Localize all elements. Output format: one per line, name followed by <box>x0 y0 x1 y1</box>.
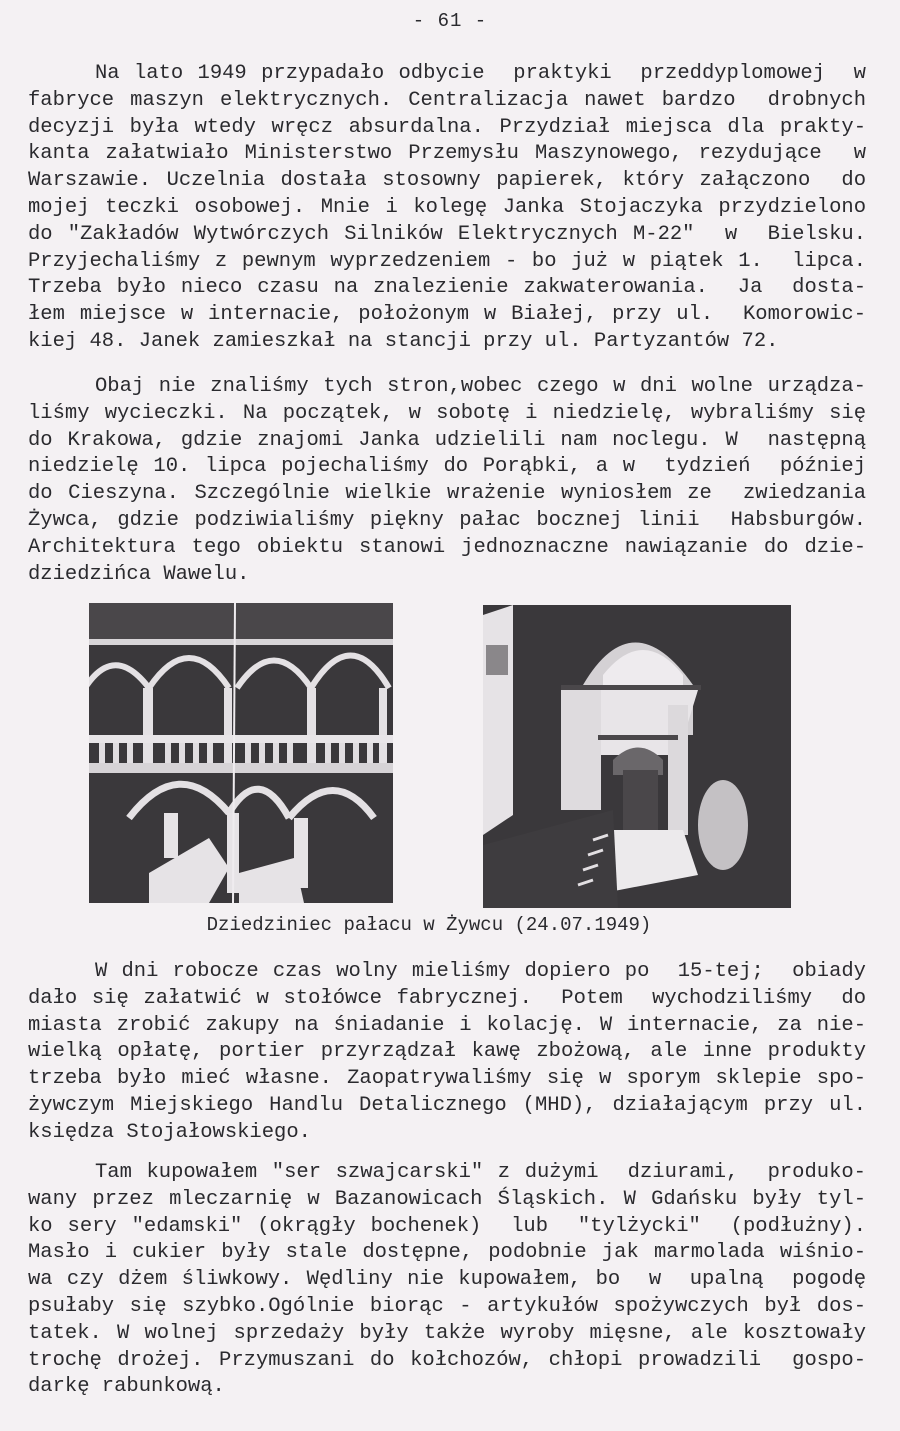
paragraph-1 <box>28 61 866 356</box>
paragraph-4 <box>28 1160 866 1401</box>
text-line: trochę drożej. Przymuszani do kołchozów, chłopi prowadzili gospo- <box>28 1348 866 1372</box>
text-line: żywczym Miejskiego Handlu Detalicznego (MHD), działającym przy ul. <box>28 1093 866 1117</box>
paragraph-3 <box>28 959 866 1147</box>
text-line: Tam kupowałem "ser szwajcarski" z dużymi dziurami, produko- <box>95 1161 866 1184</box>
arcade-gallery-image <box>483 605 791 908</box>
figure-caption: Dziedziniec pałacu w Żywcu (24.07.1949) <box>206 914 652 936</box>
text-line: Na lato 1949 przypadało odbycie praktyki przeddyplomowej w <box>95 62 866 85</box>
text-line: ko sery "edamski" (okrągły bochenek) lub "tylżycki" (podłużny). <box>28 1214 866 1238</box>
text-line: W dni robocze czas wolny mieliśmy dopiero po 15-tej; obiady <box>95 960 866 983</box>
arcade-gallery-photo <box>483 605 791 908</box>
text-line: decyzji była wtedy wręcz absurdalna. Przydział miejsca dla prakty- <box>28 115 866 139</box>
text-line: Masło i cukier były stale dostępne, podobnie jak marmolada wiśnio- <box>28 1241 866 1265</box>
text-line: księdza Stojałowskiego. <box>28 1120 311 1144</box>
text-line: niedzielę 10. lipca pojechaliśmy do Porąbki, a w tydzień później <box>28 455 866 479</box>
text-line: trzeba było mieć własne. Zaopatrywaliśmy się w sporym sklepie spo- <box>28 1067 866 1091</box>
text-line: do Krakowa, gdzie znajomi Janka udzielili nam noclegu. W następną <box>28 428 866 452</box>
text-line: dało się załatwić w stołówce fabrycznej. Potem wychodziliśmy do <box>28 986 866 1010</box>
text-line: Trzeba było nieco czasu na znalezienie zakwaterowania. Ja dosta- <box>28 276 866 300</box>
page-number: - 61 - <box>412 10 488 32</box>
text-line: wa czy dżem śliwkowy. Wędliny nie kupowałem, bo w upalną pogodę <box>28 1268 866 1292</box>
courtyard-arcades-photo <box>89 603 393 903</box>
text-line: mojej teczki osobowej. Mnie i kolegę Janka Stojaczyka przydzielono <box>28 195 866 219</box>
text-line: Warszawie. Uczelnia dostała stosowny papierek, który załączono do <box>28 169 866 193</box>
text-line: liśmy wycieczki. Na początek, w sobotę i niedzielę, wybraliśmy się <box>28 401 866 425</box>
text-line: tatek. W wolnej sprzedaży były także wyroby mięsne, ale kosztowały <box>28 1321 866 1345</box>
text-line: darkę rabunkową. <box>28 1375 225 1399</box>
text-line: Żywca, gdzie podziwialiśmy piękny pałac bocznej linii Habsburgów. <box>28 508 866 532</box>
text-line: łem miejsce w internacie, położonym w Białej, przy ul. Komorowic- <box>28 303 866 327</box>
text-line: miasta zrobić zakupy na śniadanie i kolację. W internacie, za nie- <box>28 1013 866 1037</box>
text-line: Obaj nie znaliśmy tych stron,wobec czego w dni wolne urządza- <box>95 375 866 398</box>
text-line: do Cieszyna. Szczególnie wielkie wrażenie wyniosłem ze zwiedzania <box>28 482 866 506</box>
text-line: fabryce maszyn elektrycznych. Centralizacja nawet bardzo drobnych <box>28 88 866 112</box>
text-line: do "Zakładów Wytwórczych Silników Elektrycznych M-22" w Bielsku. <box>28 222 866 246</box>
text-line: Przyjechaliśmy z pewnym wyprzedzeniem - bo już w piątek 1. lipca. <box>28 249 866 273</box>
text-line: wany przez mleczarnię w Bazanowicach Śląskich. W Gdańsku były tyl- <box>28 1187 866 1211</box>
paragraph-2 <box>28 374 866 588</box>
text-line: kiej 48. Janek zamieszkał na stancji przy ul. Partyzantów 72. <box>28 329 779 353</box>
text-line: Architektura tego obiektu stanowi jednoznaczne nawiązanie do dzie- <box>28 535 866 559</box>
text-line: wielką opłatę, portier przyrządzał kawę zbożową, ale inne produkty <box>28 1040 866 1064</box>
text-line: psułaby się szybko.Ogólnie biorąc - artykułów spożywczych był dos- <box>28 1294 866 1318</box>
text-line: kanta załatwiało Ministerstwo Przemysłu Maszynowego, rezydujące w <box>28 142 866 166</box>
text-line: dziedzińca Wawelu. <box>28 562 250 586</box>
courtyard-arcades-image <box>89 603 393 903</box>
